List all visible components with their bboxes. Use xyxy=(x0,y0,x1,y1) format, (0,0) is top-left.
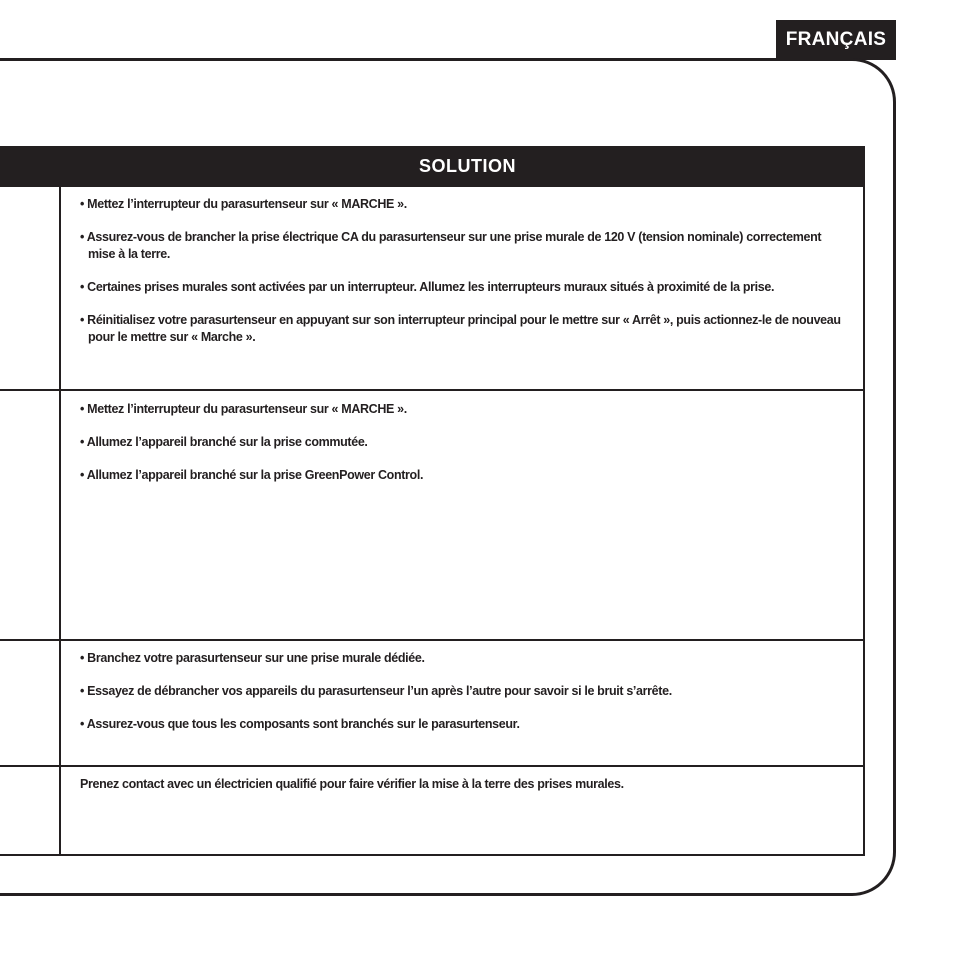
solution-item: • Mettez l’interrupteur du parasurtenseur sur « MARCHE ». xyxy=(80,401,850,418)
solution-item: • Branchez votre parasurtenseur sur une prise murale dédiée. xyxy=(80,650,850,667)
solution-item: • Réinitialisez votre parasurtenseur en appuyant sur son interrupteur principal pour le mettre sur « Arrêt », puis actionnez-le de nouveau pour le mettre sur « Marche ». xyxy=(80,312,850,346)
solution-item: • Assurez-vous de brancher la prise électrique CA du parasurtenseur sur une prise murale de 120 V (tension nominale) correctement mise à la terre. xyxy=(80,229,850,263)
table-header-solution: SOLUTION xyxy=(0,146,865,187)
solution-item: • Assurez-vous que tous les composants sont branchés sur le parasurtenseur. xyxy=(80,716,850,733)
row-divider xyxy=(0,389,865,391)
solution-text: Prenez contact avec un électricien qualifié pour faire vérifier la mise à la terre des prises murales. xyxy=(80,777,624,791)
solution-item: • Mettez l’interrupteur du parasurtenseur sur « MARCHE ». xyxy=(80,196,850,213)
language-tab: FRANÇAIS xyxy=(776,20,896,60)
solution-item: • Allumez l’appareil branché sur la prise commutée. xyxy=(80,434,850,451)
row-divider xyxy=(0,639,865,641)
solution-table xyxy=(0,146,865,856)
solution-item: • Allumez l’appareil branché sur la prise GreenPower Control. xyxy=(80,467,850,484)
solution-row-4 xyxy=(80,776,850,793)
solution-item: • Certaines prises murales sont activées par un interrupteur. Allumez les interrupteurs muraux situés à proximité de la prise. xyxy=(80,279,850,296)
row-divider xyxy=(0,765,865,767)
solution-item: • Essayez de débrancher vos appareils du parasurtenseur l’un après l’autre pour savoir si le bruit s’arrête. xyxy=(80,683,850,700)
solution-row-3 xyxy=(80,650,850,749)
column-divider xyxy=(59,187,61,856)
solution-row-2 xyxy=(80,401,850,500)
solution-row-1 xyxy=(80,196,850,362)
